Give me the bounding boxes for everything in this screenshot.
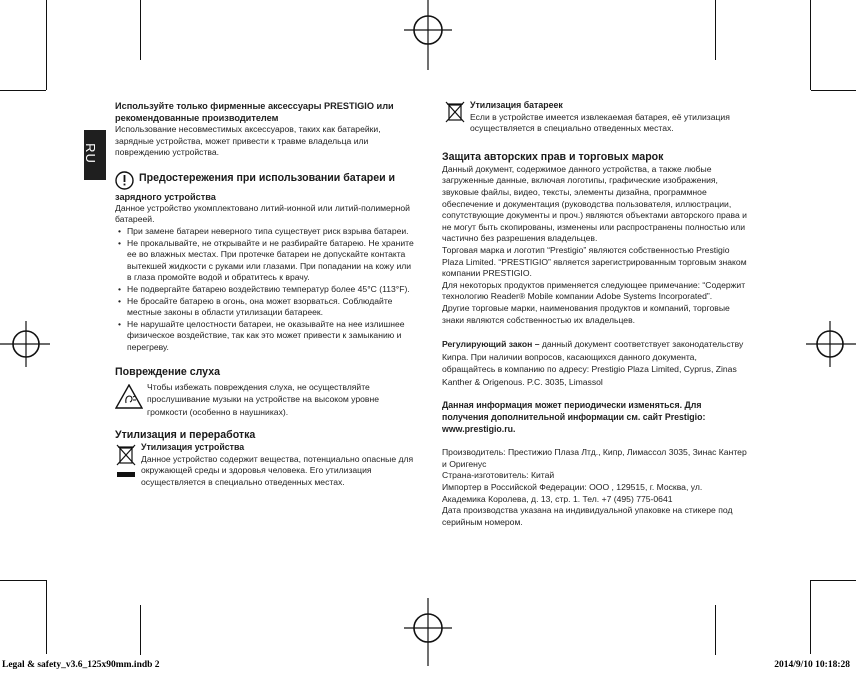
language-tab <box>84 130 106 180</box>
accessories-title: Используйте только фирменные аксессуары PRESTIGIO или рекомендованные производителем <box>115 101 394 123</box>
crop-mark <box>810 580 811 654</box>
crop-mark <box>140 605 141 655</box>
copyright-p3: Для некоторых продуктов применяется следующее примечание: “Содержит технологию Reader® Mobile компании Adobe Systems Incorporated”. <box>442 279 746 302</box>
crop-mark <box>46 580 47 654</box>
crop-mark <box>0 580 46 581</box>
hearing-block <box>115 381 417 419</box>
device-disposal-text: Данное устройство содержит вещества, потенциально опасные для окружающей среды и здоровья человека. Его утилизация осуществляется в специально отведенных местах. <box>141 453 414 488</box>
crop-mark <box>715 605 716 655</box>
copyright-p1: Данный документ, содержимое данного устройства, а также любые загруженные данные, включая логотипы, графические изображения, звуковые файлы, видео, тексты, элементы дизайна, программное обеспечение и документация (руководства пользователя, иллюстрации, сопутствующие документы и проч.) являются объектами авторского права и не могут быть скопированы, изменены или распространены полностью или частично без разрешения владельцев. <box>442 163 747 244</box>
footer-datetime: 2014/9/10 10:18:28 <box>774 660 850 670</box>
crop-mark <box>46 0 47 90</box>
battery-disposal-block <box>442 100 748 135</box>
manufacturer-line: Импортер в Российской Федерации: ООО , 129515, г. Москва, ул. Академика Королева, д. 13, стр. 1. Тел. +7 (495) 775-0641 <box>442 482 703 504</box>
left-column <box>115 100 417 489</box>
battery-disposal-text: Если в устройстве имеется извлекаемая батарея, её утилизация осуществляется в специально отведенных местах. <box>470 111 730 134</box>
copyright-title: Защита авторских прав и торговых марок <box>442 150 664 163</box>
device-disposal-block <box>115 442 417 488</box>
list-item: • Не прокалывайте, не открывайте и не разбирайте батарею. Не храните ее во влажных местах. При протечке батареи не допускайте контакта вытекшей жидкости с руками или глазами. При попадании на кожу или в глаза промойте водой и обратитесь к врачу. <box>117 238 417 284</box>
crop-mark <box>0 90 46 91</box>
copyright-p4: Другие торговые марки, наименования продуктов и компаний, торговые знаки являются собственностью их владельцев. <box>442 302 730 325</box>
manufacturer-block <box>442 447 748 528</box>
language-tab-label: RU <box>82 143 98 164</box>
crop-mark <box>715 0 716 60</box>
crop-mark <box>811 580 856 581</box>
list-item: • Не подвергайте батарею воздействию температур более 45°C (113°F). <box>117 284 417 296</box>
notice-text: Данная информация может периодически изменяться. Для получения дополнительной информации см. сайт Prestigio: www.prestigio.ru. <box>442 400 706 434</box>
crop-mark <box>811 90 856 91</box>
crop-mark <box>810 0 811 90</box>
manufacturer-line: Страна-изготовитель: Китай <box>442 470 555 481</box>
battery-title-a: Предостережения при использовании батареи и <box>139 171 396 184</box>
registration-mark-icon <box>396 596 460 666</box>
battery-disposal-title: Утилизация батареек <box>470 100 563 110</box>
manufacturer-line: Производитель: Престижио Плаза Лтд., Кипр, Лимассол 3035, Зинас Кантер и Оригенус <box>442 447 747 469</box>
list-item: • Не бросайте батарею в огонь, она может взорваться. Соблюдайте местные законы в области утилизации батареек. <box>117 296 417 319</box>
right-column <box>442 100 748 528</box>
crossed-bin-icon <box>115 443 137 479</box>
caution-icon <box>115 171 134 190</box>
copyright-p2: Торговая марка и логотип “Prestigio” являются собственностью Prestigio Plaza Limited. “PRESTIGIO” является зарегистрированным торговым знаком компании PRESTIGIO. <box>442 244 747 279</box>
device-disposal-title: Утилизация устройства <box>141 442 245 453</box>
list-item: • Не нарушайте целостности батареи, не оказывайте на нее излишнее физическое воздействие, так как это может привести к замыканию и перегреву. <box>117 319 417 354</box>
list-item: • При замене батареи неверного типа существует риск взрыва батареи. <box>117 226 417 238</box>
manufacturer-line: Дата производства указана на индивидуальной упаковке на стикере под серийным номером. <box>442 505 733 527</box>
battery-intro: Данное устройство укомплектовано литий-ионной или литий-полимерной батареей. <box>115 202 410 225</box>
disposal-title: Утилизация и переработка <box>115 429 256 442</box>
law-label: Регулирующий закон – <box>442 339 540 350</box>
hearing-text: Чтобы избежать повреждения слуха, не осуществляйте прослушивание музыки на устройстве на высоком уровне громкости (особенно в наушниках). <box>147 381 380 417</box>
accessories-text: Использование несовместимых аксессуаров, таких как батарейки, зарядные устройства, может привести к травме владельца или повреждению устройства. <box>115 124 381 158</box>
footer-file: Legal & safety_v3.6_125x90mm.indb 2 <box>2 660 160 670</box>
crop-mark <box>140 0 141 60</box>
battery-title-b: зарядного устройства <box>115 191 216 202</box>
battery-heading <box>115 171 417 185</box>
crossed-bin-icon <box>444 100 466 130</box>
registration-mark-icon <box>0 318 52 370</box>
registration-mark-icon <box>804 318 856 370</box>
battery-list <box>117 226 417 354</box>
registration-mark-icon <box>396 0 460 72</box>
law-paragraph <box>442 338 748 388</box>
hearing-title: Повреждение слуха <box>115 365 220 378</box>
law-text: данный документ соответствует законодательству Кипра. При наличии вопросов, касающихся данного документа, обращайтесь в компанию по адресу: Prestigio Plaza Limited, Cyprus, Zinas Kanther & Origenous. P.C. 3035, Limassol <box>442 339 744 387</box>
hearing-icon <box>115 384 143 410</box>
